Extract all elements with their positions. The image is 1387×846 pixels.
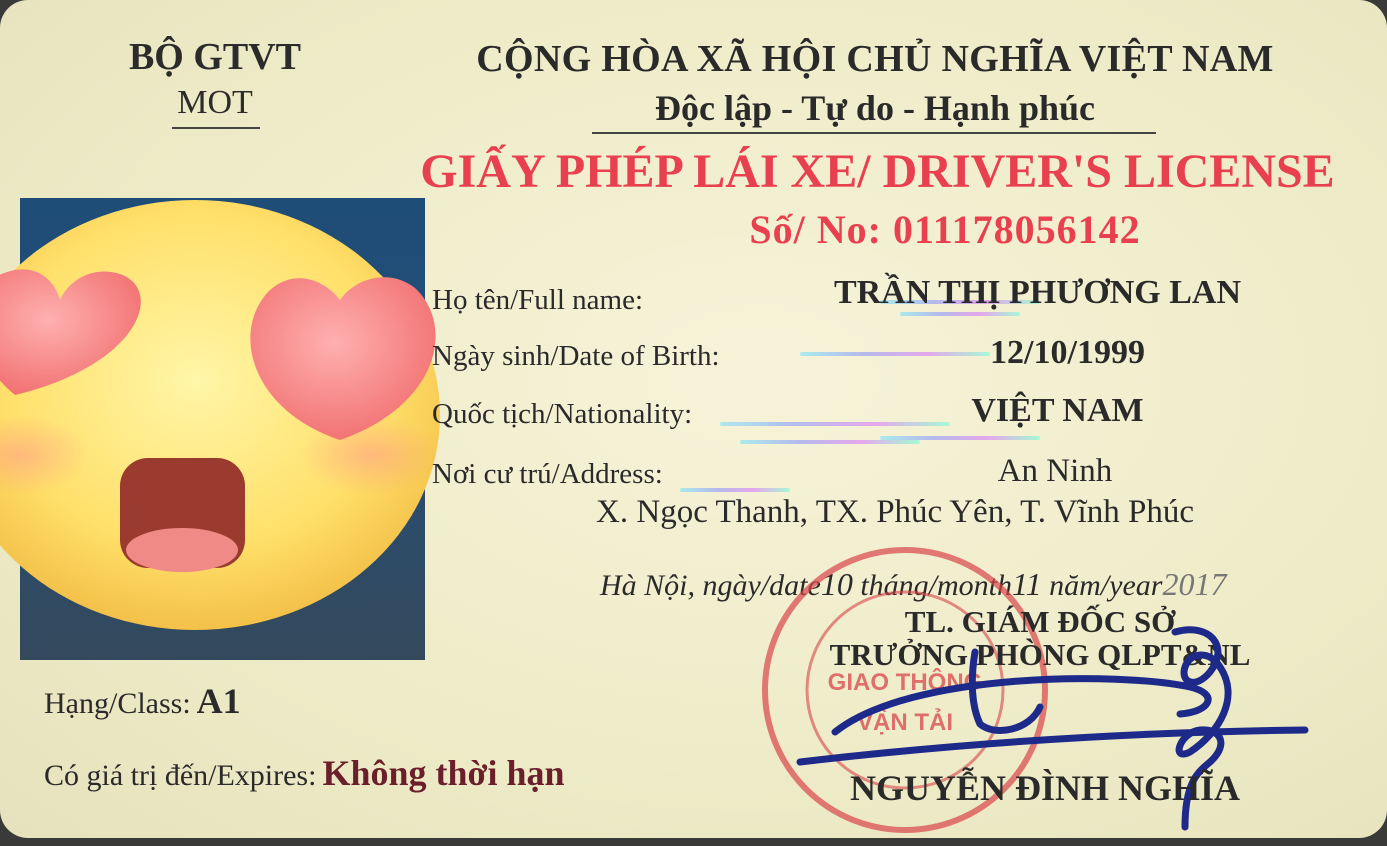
national-motto: Độc lập - Tự do - Hạnh phúc — [654, 88, 1096, 128]
dob-label: Ngày sinh/Date of Birth: — [432, 340, 720, 372]
issue-place: Hà Nội, — [600, 569, 696, 602]
license-number — [620, 207, 1270, 252]
license-class-label: Hạng/Class: — [44, 687, 191, 720]
signatory-title-line-2: TRƯỞNG PHÒNG QLPT&NL — [829, 636, 1251, 672]
hologram-streak — [740, 440, 920, 444]
hologram-streak — [880, 436, 1040, 440]
license-class — [44, 680, 241, 722]
stamp-text-line-1: GIAO THÔNG — [827, 669, 983, 696]
issue-year-label: năm/year — [1049, 569, 1163, 602]
motto-underline — [592, 132, 1156, 134]
nationality-value: VIỆT NAM — [971, 392, 1144, 429]
nation-title: CỘNG HÒA XÃ HỘI CHỦ NGHĨA VIỆT NAM — [476, 38, 1274, 80]
license-number-label: Số/ No: — [749, 207, 882, 252]
full-name-label: Họ tên/Full name: — [432, 284, 644, 316]
document-title: GIẤY PHÉP LÁI XE/ DRIVER'S LICENSE — [420, 145, 1335, 198]
issuing-agency: BỘ GTVT — [128, 36, 302, 78]
license-expiry — [44, 752, 565, 794]
address-label: Nơi cư trú/Address: — [432, 458, 663, 490]
dob-value: 12/10/1999 — [990, 334, 1145, 371]
license-expiry-label: Có giá trị đến/Expires: — [44, 759, 317, 792]
issue-year: 2017 — [1162, 566, 1227, 602]
stamp-text-line-2: VẬN TẢI — [857, 709, 953, 736]
address-line-2: X. Ngọc Thanh, TX. Phúc Yên, T. Vĩnh Phúc — [596, 494, 1194, 530]
signatory-name: NGUYỄN ĐÌNH NGHĨA — [849, 768, 1241, 808]
issue-day-label: ngày/date — [702, 569, 821, 602]
issue-day: 10 — [820, 566, 853, 602]
heart-eyes-emoji-icon — [0, 190, 460, 650]
full-name-value: TRẦN THỊ PHƯƠNG LAN — [833, 274, 1242, 311]
issue-month-label: tháng/month — [860, 569, 1012, 602]
license-expiry-value: Không thời hạn — [322, 753, 565, 793]
license-class-value: A1 — [196, 681, 241, 721]
issue-month: 11 — [1012, 566, 1042, 602]
signatory-title-line-1: TL. GIÁM ĐỐC SỞ — [904, 604, 1176, 639]
agency-underline — [172, 127, 260, 129]
hologram-streak — [900, 312, 1020, 316]
address-line-1: An Ninh — [997, 453, 1113, 489]
nationality-label: Quốc tịch/Nationality: — [432, 398, 693, 430]
license-number-value: 011178056142 — [892, 207, 1141, 252]
hologram-streak — [720, 422, 950, 426]
issuing-agency-english: MOT — [177, 84, 253, 121]
hologram-streak — [680, 488, 790, 492]
